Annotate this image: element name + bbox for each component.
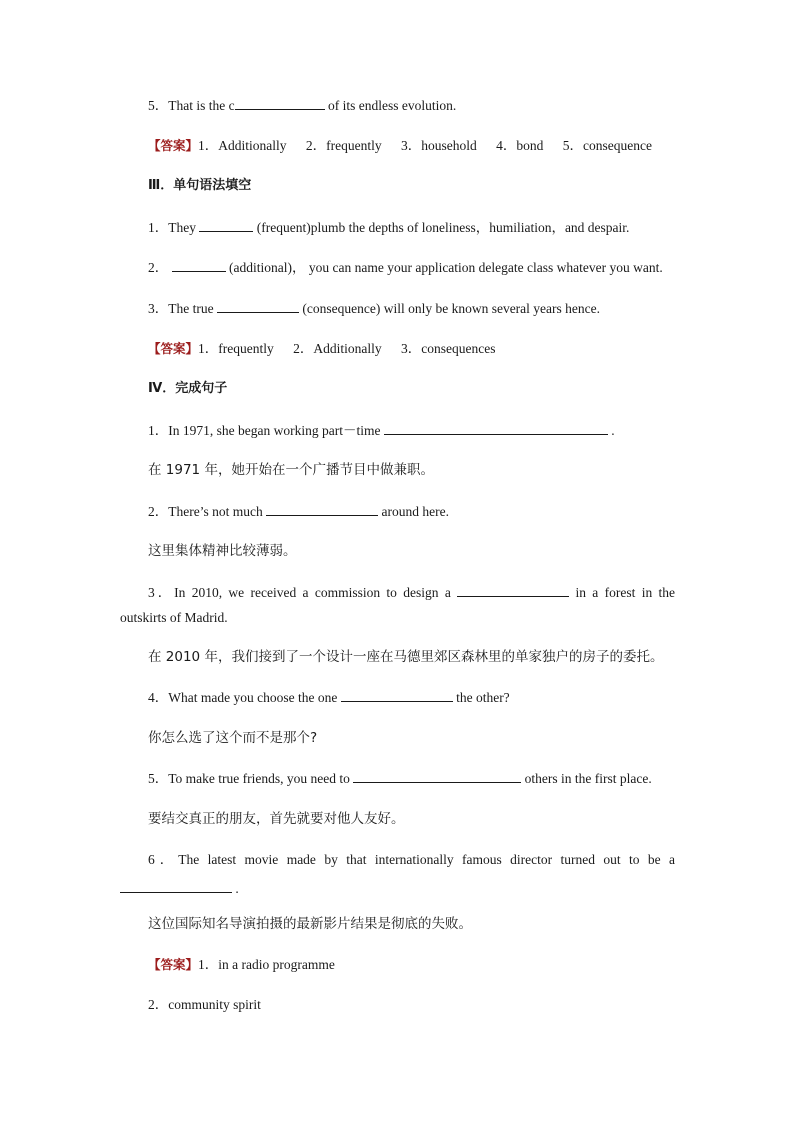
- answer-item: 3．household: [401, 138, 477, 153]
- word-hint: (additional)，: [229, 260, 306, 275]
- grammar-question-2: [148, 257, 663, 278]
- question-number: 3．: [148, 301, 169, 316]
- word-hint: (consequence): [302, 301, 381, 316]
- question-text-post: others in the first place.: [524, 771, 652, 786]
- question-text-pre: In 1971, she began working part－time: [168, 423, 381, 438]
- answer-row-1: [148, 136, 652, 156]
- completion-question-5: [148, 768, 652, 789]
- question-text-pre: To make true friends, you need to: [168, 771, 350, 786]
- chinese-translation-4: 你怎么选了这个而不是那个?: [148, 730, 318, 746]
- chinese-translation-3: 在 2010 年，我们接到了一个设计一座在马德里郊区森林里的单家独户的房子的委托。: [148, 649, 664, 665]
- answer-row-3: [148, 955, 335, 975]
- answer-item: 1．frequently: [198, 341, 274, 356]
- section-heading-4: Ⅳ．完成句子: [148, 381, 228, 396]
- completion-question-1: [148, 420, 615, 441]
- answer-blank[interactable]: [341, 687, 453, 702]
- answer-blank[interactable]: [266, 501, 378, 516]
- completion-question-6: [120, 850, 675, 870]
- answer-tag: 【答案】: [148, 341, 199, 356]
- question-number: 6．: [148, 852, 179, 867]
- question-text-pre: The true: [168, 301, 214, 316]
- question-text-pre: They: [168, 220, 196, 235]
- answer-blank[interactable]: [172, 257, 226, 272]
- completion-question-3-continued: outskirts of Madrid.: [120, 610, 228, 625]
- answer-tag: 【答案】: [148, 957, 199, 972]
- answer-item: 2．frequently: [305, 138, 382, 153]
- answer-blank[interactable]: [457, 582, 569, 597]
- answer-blank[interactable]: [217, 298, 299, 313]
- question-text-post: around here.: [381, 504, 449, 519]
- question-number: 5．: [148, 771, 169, 786]
- question-text-pre: The latest movie made by that internationally famous director turned out to be a: [178, 852, 676, 867]
- answer-blank[interactable]: [199, 217, 253, 232]
- answer-blank[interactable]: [120, 878, 232, 893]
- question-text-pre: That is the c: [168, 98, 235, 113]
- completion-question-6-continued: [120, 878, 239, 899]
- question-text-pre: There’s not much: [168, 504, 263, 519]
- question-number: 4．: [148, 690, 169, 705]
- chinese-translation-6: 这位国际知名导演拍摄的最新影片结果是彻底的失败。: [148, 916, 472, 932]
- question-text-post: you can name your application delegate class whatever you want.: [308, 260, 663, 275]
- chinese-translation-1: 在 1971 年，她开始在一个广播节目中做兼职。: [148, 462, 434, 478]
- completion-question-3: [120, 582, 675, 603]
- question-text-post: will only be known several years hence.: [383, 301, 601, 316]
- question-text-post: .: [235, 881, 239, 896]
- answer-item: 3．consequences: [401, 341, 496, 356]
- question-number: 1．: [148, 423, 169, 438]
- answer-row-2: [148, 339, 495, 359]
- grammar-question-1: [148, 217, 629, 238]
- answer-blank[interactable]: [235, 95, 325, 110]
- section-heading-3: Ⅲ．单句语法填空: [148, 178, 252, 193]
- chinese-translation-5: 要结交真正的朋友，首先就要对他人友好。: [148, 811, 405, 827]
- answer-item: 4．bond: [496, 138, 544, 153]
- answer-tag: 【答案】: [148, 138, 199, 153]
- completion-question-2: [148, 501, 449, 522]
- completion-question-4: [148, 687, 510, 708]
- question-text-post: .: [611, 423, 615, 438]
- answer-row-3-item-2: 2．community spirit: [148, 997, 261, 1012]
- answer-item: 2．Additionally: [293, 341, 382, 356]
- question-number: 2．: [148, 260, 169, 275]
- answer-blank[interactable]: [384, 420, 608, 435]
- word-hint: (frequent): [256, 220, 311, 235]
- answer-item: 1．Additionally: [198, 138, 287, 153]
- question-text-post: of its endless evolution.: [327, 98, 457, 113]
- question-text-post: plumb the depths of loneliness，humiliation，and despair.: [310, 220, 630, 235]
- answer-blank[interactable]: [353, 768, 521, 783]
- question-number: 5．: [148, 98, 169, 113]
- question-number: 3．: [148, 585, 175, 600]
- question-number: 2．: [148, 504, 169, 519]
- question-text-post: in a forest in the: [575, 585, 676, 600]
- chinese-translation-2: 这里集体精神比较薄弱。: [148, 543, 297, 559]
- question-text-pre: In 2010, we received a commission to design a: [174, 585, 451, 600]
- question-number: 1．: [148, 220, 169, 235]
- answer-item: 5．consequence: [562, 138, 652, 153]
- vocab-question-5: [148, 95, 456, 116]
- question-text-pre: What made you choose the one: [168, 690, 338, 705]
- question-text-post: the other?: [456, 690, 510, 705]
- grammar-question-3: [148, 298, 600, 319]
- answer-item: 1．in a radio programme: [198, 957, 335, 972]
